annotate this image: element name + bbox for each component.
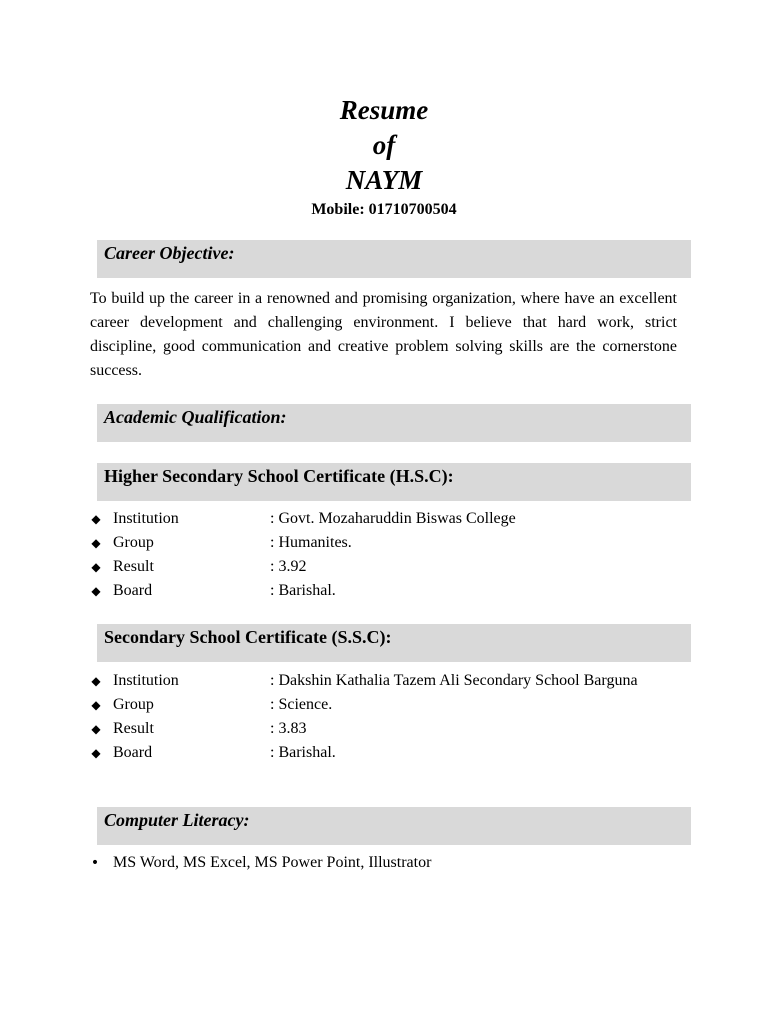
ssc-field-label: Group bbox=[113, 696, 154, 713]
academic-qualification-heading-bar bbox=[97, 404, 691, 442]
ssc-field-value: : Dakshin Kathalia Tazem Ali Secondary School Barguna bbox=[270, 672, 638, 689]
mobile-number: Mobile: 01710700504 bbox=[311, 201, 457, 218]
computer-literacy-heading-bar bbox=[97, 807, 691, 845]
hsc-field-value: : Barishal. bbox=[270, 582, 336, 599]
diamond-bullet-icon: ◆ bbox=[91, 722, 101, 736]
resume-title-of: of bbox=[372, 130, 396, 160]
hsc-field-value: : Humanites. bbox=[270, 534, 352, 551]
diamond-bullet-icon: ◆ bbox=[91, 536, 101, 550]
hsc-row-institution bbox=[0, 507, 768, 531]
computer-skills-list bbox=[0, 851, 768, 875]
ssc-field-label: Result bbox=[113, 720, 154, 737]
hsc-field-label: Group bbox=[113, 534, 154, 551]
ssc-field-value: : Science. bbox=[270, 696, 333, 713]
ssc-row-board bbox=[0, 741, 768, 765]
diamond-bullet-icon: ◆ bbox=[91, 698, 101, 712]
hsc-row-board bbox=[0, 579, 768, 603]
hsc-heading-bar bbox=[97, 463, 691, 501]
hsc-field-label: Institution bbox=[113, 510, 179, 527]
career-objective-heading: Career Objective: bbox=[104, 243, 235, 263]
diamond-bullet-icon: ◆ bbox=[91, 584, 101, 598]
academic-qualification-heading: Academic Qualification: bbox=[104, 407, 287, 427]
ssc-field-label: Institution bbox=[113, 672, 179, 689]
career-objective-text: To build up the career in a renowned and promising organization, where have an excellent career development and challenging environment. I believe that hard work, strict discipline, good communication and creative problem solving skills are the cornerstone success. bbox=[90, 290, 677, 379]
computer-skill-item bbox=[0, 851, 768, 875]
computer-skill-text: MS Word, MS Excel, MS Power Point, Illustrator bbox=[113, 854, 432, 871]
ssc-field-value: : Barishal. bbox=[270, 744, 336, 761]
diamond-bullet-icon: ◆ bbox=[91, 560, 101, 574]
career-objective-heading-bar bbox=[97, 240, 691, 278]
diamond-bullet-icon: ◆ bbox=[91, 512, 101, 526]
hsc-details-list bbox=[0, 507, 768, 603]
ssc-details-list bbox=[0, 669, 768, 765]
hsc-row-group bbox=[0, 531, 768, 555]
diamond-bullet-icon: ◆ bbox=[91, 746, 101, 760]
hsc-heading: Higher Secondary School Certificate (H.S.C): bbox=[104, 466, 454, 486]
ssc-row-institution bbox=[0, 669, 768, 693]
hsc-field-value: : Govt. Mozaharuddin Biswas College bbox=[270, 510, 516, 527]
ssc-row-result bbox=[0, 717, 768, 741]
ssc-field-value: : 3.83 bbox=[270, 720, 307, 737]
resume-name: NAYM bbox=[345, 165, 423, 195]
hsc-row-result bbox=[0, 555, 768, 579]
hsc-field-label: Result bbox=[113, 558, 154, 575]
hsc-field-value: : 3.92 bbox=[270, 558, 307, 575]
ssc-row-group bbox=[0, 693, 768, 717]
round-bullet-icon: • bbox=[90, 855, 100, 871]
hsc-field-label: Board bbox=[113, 582, 153, 599]
ssc-heading: Secondary School Certificate (S.S.C): bbox=[104, 627, 392, 647]
ssc-field-label: Board bbox=[113, 744, 153, 761]
diamond-bullet-icon: ◆ bbox=[91, 674, 101, 688]
computer-literacy-heading: Computer Literacy: bbox=[104, 810, 250, 830]
ssc-heading-bar bbox=[97, 624, 691, 662]
resume-title-line: Resume bbox=[339, 95, 429, 125]
